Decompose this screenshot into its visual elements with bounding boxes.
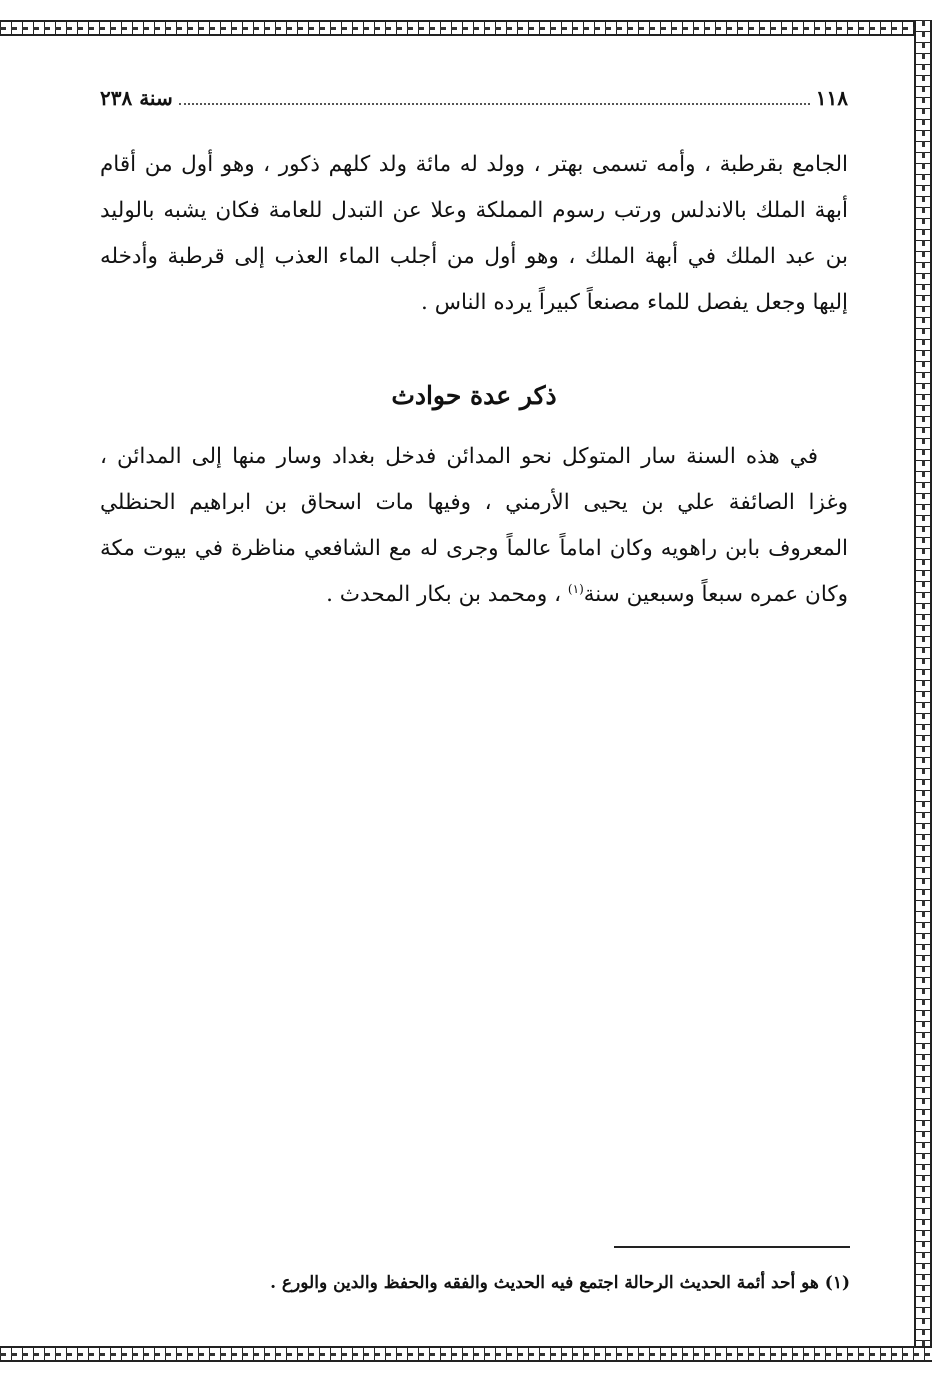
- section-heading: ذكر عدة حوادث: [391, 381, 557, 410]
- page-number: ١١٨: [815, 86, 848, 110]
- paragraph-continuation: الجامع بقرطبة ، وأمه تسمى بهتر ، وولد له مائة ولد كلهم ذكور ، وهو أول من أقام أبهة الملك بالاندلس ورتب رسوم المملكة وعلا عن التبدل للعامة فكان يشبه بالوليد بن عبد الملك في أبهة الملك ، وهو أول من أجلب الماء العذب إلى قرطبة وأدخله إليها وجعل يفصل للماء مصنعاً كبيراً يرده الناس .: [100, 152, 848, 315]
- running-head: [100, 86, 848, 126]
- decorative-border-right: [914, 20, 932, 1362]
- dotted-leader: [179, 103, 810, 105]
- running-head-title: سنة ٢٣٨: [100, 86, 173, 110]
- footnote-reference: (١): [567, 581, 584, 596]
- paragraph-events: [100, 434, 848, 618]
- decorative-border-top: [0, 20, 932, 36]
- page-body: [100, 86, 848, 618]
- decorative-border-bottom: [0, 1346, 932, 1362]
- footnote: (١) هو أحد أئمة الحديث الرحالة اجتمع فيه الحديث والفقه والحفظ والدين والورع .: [270, 1273, 850, 1293]
- paragraph-events-tail: ، ومحمد بن بكار المحدث .: [326, 582, 568, 607]
- paragraph-events-text: في هذه السنة سار المتوكل نحو المدائن فدخل بغداد وسار منها إلى المدائن ، وغزا الصائفة علي بن يحيى الأرمني ، وفيها مات اسحاق بن ابراهيم الحنظلي المعروف بابن راهويه وكان اماماً عالماً وجرى له مع الشافعي مناظرة في بيوت مكة وكان عمره سبعاً وسبعين سنة: [100, 444, 848, 607]
- footnote-separator: [614, 1246, 850, 1248]
